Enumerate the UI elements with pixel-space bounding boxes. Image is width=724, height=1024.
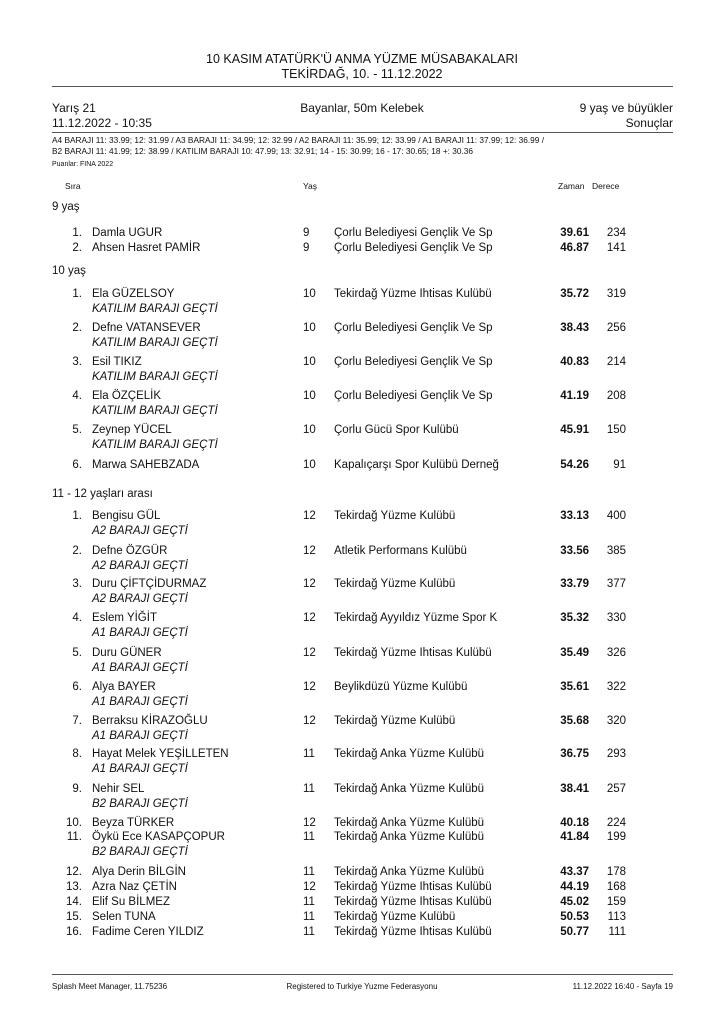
result-rank: 13. [66, 881, 82, 893]
swimmer-name: Hayat Melek YEŞİLLETEN [92, 748, 229, 760]
swimmer-name: Esil TIKIZ [92, 356, 142, 368]
result-row [0, 831, 724, 845]
swimmer-age: 12 [303, 545, 316, 557]
result-points: 326 [606, 647, 626, 659]
result-time: 46.87 [560, 242, 589, 254]
result-points: 293 [606, 748, 626, 760]
club-name: Tekirdağ Yüzme Kulübü [334, 578, 456, 590]
result-time: 33.79 [560, 578, 589, 590]
column-header-rank: Sıra [65, 181, 81, 191]
club-name: Tekirdağ Ayyıldız Yüzme Spor K [334, 612, 498, 624]
result-rank: 3. [72, 578, 82, 590]
result-points: 385 [606, 545, 626, 557]
club-name: Çorlu Belediyesi Gençlik Ve Sp [334, 322, 493, 334]
result-points: 400 [606, 510, 626, 522]
result-row [0, 783, 724, 797]
result-points: 224 [606, 817, 626, 829]
result-row [0, 322, 724, 336]
meet-title: 10 KASIM ATATÜRK'Ü ANMA YÜZME MÜSABAKALARI [206, 52, 518, 66]
qualification-note: KATILIM BARAJI GEÇTİ [92, 439, 218, 451]
swimmer-name: Alya BAYER [92, 681, 156, 693]
result-row [0, 424, 724, 438]
result-points: 214 [606, 356, 626, 368]
result-rank: 11. [66, 831, 82, 843]
club-name: Çorlu Belediyesi Gençlik Ve Sp [334, 227, 493, 239]
swimmer-age: 11 [303, 896, 315, 908]
swimmer-name: Eslem YİĞİT [92, 612, 157, 624]
swimmer-age: 12 [303, 881, 316, 893]
result-points: 199 [606, 831, 626, 843]
result-rank: 6. [72, 459, 82, 471]
result-rank: 3. [72, 356, 82, 368]
result-row [0, 748, 724, 762]
result-row [0, 926, 724, 940]
result-time: 45.02 [560, 896, 589, 908]
footer-software: Splash Meet Manager, 11.75236 [52, 982, 168, 991]
qualification-note: A1 BARAJI GEÇTİ [92, 730, 188, 742]
result-rank: 2. [72, 322, 82, 334]
qualification-note: A1 BARAJI GEÇTİ [92, 627, 188, 639]
swimmer-age: 10 [303, 288, 316, 300]
result-row [0, 545, 724, 559]
swimmer-name: Beyza TÜRKER [92, 817, 175, 829]
club-name: Tekirdağ Anka Yüzme Kulübü [334, 783, 485, 795]
column-header-age: Yaş [303, 181, 318, 191]
result-rank: 12. [66, 866, 82, 878]
result-rank: 10. [66, 817, 82, 829]
result-row [0, 612, 724, 626]
swimmer-name: Bengisu GÜL [92, 510, 161, 522]
result-row [0, 288, 724, 302]
swimmer-age: 12 [303, 681, 316, 693]
result-time: 50.77 [560, 926, 589, 938]
result-time: 40.18 [560, 817, 589, 829]
result-points: 168 [606, 881, 626, 893]
qualification-note: A2 BARAJI GEÇTİ [92, 593, 188, 605]
club-name: Tekirdağ Yüzme Kulübü [334, 510, 456, 522]
swimmer-name: Ela GÜZELSOY [92, 288, 175, 300]
result-points: 330 [606, 612, 626, 624]
event-divider [52, 132, 673, 133]
result-time: 40.83 [560, 356, 589, 368]
swimmer-age: 10 [303, 390, 316, 402]
swimmer-name: Nehir SEL [92, 783, 145, 795]
swimmer-age: 12 [303, 817, 316, 829]
result-points: 322 [606, 681, 626, 693]
result-points: 234 [606, 227, 626, 239]
swimmer-name: Ela ÖZÇELİK [92, 390, 162, 402]
result-time: 33.56 [560, 545, 589, 557]
result-time: 35.32 [560, 612, 589, 624]
result-rank: 4. [72, 390, 82, 402]
result-time: 41.84 [560, 831, 589, 843]
result-points: 377 [606, 578, 626, 590]
swimmer-name: Defne VATANSEVER [92, 322, 201, 334]
qualification-note: KATILIM BARAJI GEÇTİ [92, 371, 218, 383]
qualification-note: B2 BARAJI GEÇTİ [92, 798, 188, 810]
result-time: 35.49 [560, 647, 589, 659]
event-status: Sonuçlar [625, 116, 673, 130]
club-name: Tekirdağ Yüzme Ihtisas Kulübü [334, 881, 492, 893]
footer-divider [52, 974, 673, 975]
club-name: Tekirdağ Yüzme Ihtisas Kulübü [334, 288, 492, 300]
swimmer-name: Damla UGUR [92, 227, 163, 239]
age-group-label: 11 - 12 yaşları arası [52, 488, 153, 500]
swimmer-age: 10 [303, 424, 316, 436]
result-rank: 15. [66, 911, 82, 923]
result-rank: 6. [72, 681, 82, 693]
result-points: 320 [606, 715, 626, 727]
club-name: Tekirdağ Yüzme Ihtisas Kulübü [334, 647, 492, 659]
result-rank: 1. [72, 227, 82, 239]
result-time: 50.53 [560, 911, 589, 923]
swimmer-name: Selen TUNA [92, 911, 156, 923]
swimmer-name: Fadime Ceren YILDIZ [92, 926, 204, 938]
result-row [0, 715, 724, 729]
result-row [0, 227, 724, 241]
result-points: 319 [606, 288, 626, 300]
result-points: 178 [606, 866, 626, 878]
result-rank: 4. [72, 612, 82, 624]
swimmer-name: Defne ÖZGÜR [92, 545, 168, 557]
swimmer-name: Öykü Ece KASAPÇOPUR [92, 831, 225, 843]
qualification-note: KATILIM BARAJI GEÇTİ [92, 405, 218, 417]
result-points: 150 [606, 424, 626, 436]
result-row [0, 242, 724, 256]
swimmer-age: 12 [303, 578, 316, 590]
club-name: Tekirdağ Anka Yüzme Kulübü [334, 817, 485, 829]
result-points: 113 [607, 911, 626, 923]
club-name: Atletik Performans Kulübü [334, 545, 467, 557]
swimmer-age: 10 [303, 322, 316, 334]
qualification-note: A1 BARAJI GEÇTİ [92, 662, 188, 674]
column-header-points: Derece [592, 181, 620, 191]
qualification-note: B2 BARAJI GEÇTİ [92, 846, 188, 858]
swimmer-age: 11 [303, 911, 315, 923]
qualification-note: KATILIM BARAJI GEÇTİ [92, 337, 218, 349]
result-time: 43.37 [560, 866, 589, 878]
result-rank: 2. [72, 242, 82, 254]
result-points: 141 [606, 242, 626, 254]
swimmer-age: 12 [303, 647, 316, 659]
qualifying-standards-line-2: B2 BARAJI 11: 41.99; 12: 38.99 / KATILIM BARAJI 10: 47.99; 13: 32.91; 14 - 15: 30.99; 16 - 17: 30.65; 18 +: 30.36 [52, 145, 474, 156]
result-row [0, 356, 724, 370]
result-row [0, 881, 724, 895]
swimmer-age: 11 [303, 748, 315, 760]
club-name: Beylikdüzü Yüzme Kulübü [334, 681, 468, 693]
result-row [0, 866, 724, 880]
result-points: 159 [606, 896, 626, 908]
club-name: Tekirdağ Yüzme Kulübü [334, 715, 456, 727]
result-rank: 14. [66, 896, 82, 908]
club-name: Tekirdağ Anka Yüzme Kulübü [334, 831, 485, 843]
swimmer-age: 11 [303, 866, 315, 878]
club-name: Çorlu Belediyesi Gençlik Ve Sp [334, 356, 493, 368]
swimmer-name: Duru ÇİFTÇİDURMAZ [92, 578, 207, 590]
result-points: 257 [606, 783, 626, 795]
swimmer-name: Marwa SAHEBZADA [92, 459, 200, 471]
result-time: 35.61 [560, 681, 589, 693]
swimmer-name: Berraksu KİRAZOĞLU [92, 715, 208, 727]
result-rank: 7. [72, 715, 82, 727]
swimmer-name: Ahsen Hasret PAMİR [92, 242, 201, 254]
result-rank: 1. [72, 288, 82, 300]
swimmer-age: 11 [303, 926, 315, 938]
result-points: 111 [608, 926, 626, 938]
qualification-note: A1 BARAJI GEÇTİ [92, 696, 188, 708]
age-group-label: 9 yaş [52, 201, 80, 213]
result-rank: 2. [72, 545, 82, 557]
result-time: 44.19 [560, 881, 589, 893]
swimmer-age: 9 [303, 227, 310, 239]
result-time: 33.13 [560, 510, 589, 522]
club-name: Tekirdağ Yüzme Ihtisas Kulübü [334, 896, 492, 908]
swimmer-name: Duru GÜNER [92, 647, 162, 659]
result-row [0, 510, 724, 524]
event-datetime: 11.12.2022 - 10:35 [52, 116, 152, 130]
result-rank: 16. [66, 926, 82, 938]
qualification-note: A2 BARAJI GEÇTİ [92, 560, 188, 572]
result-row [0, 911, 724, 925]
swimmer-age: 10 [303, 356, 316, 368]
result-row [0, 647, 724, 661]
swimmer-name: Alya Derin BİLGİN [92, 866, 186, 878]
result-points: 91 [613, 459, 626, 471]
swimmer-name: Elif Su BİLMEZ [92, 896, 170, 908]
age-group-label: 10 yaş [52, 265, 86, 277]
swimmer-name: Zeynep YÜCEL [92, 424, 172, 436]
result-time: 35.72 [560, 288, 589, 300]
result-row [0, 459, 724, 473]
result-time: 39.61 [560, 227, 589, 239]
result-row [0, 681, 724, 695]
club-name: Tekirdağ Yüzme Ihtisas Kulübü [334, 926, 492, 938]
club-name: Çorlu Gücü Spor Kulübü [334, 424, 459, 436]
qualification-note: A1 BARAJI GEÇTİ [92, 763, 188, 775]
result-row [0, 578, 724, 592]
result-points: 256 [606, 322, 626, 334]
result-row [0, 896, 724, 910]
swimmer-age: 12 [303, 715, 316, 727]
result-time: 41.19 [560, 390, 589, 402]
footer-page-info: 11.12.2022 16:40 - Sayfa 19 [572, 982, 673, 991]
swimmer-age: 11 [303, 831, 315, 843]
result-time: 38.43 [560, 322, 589, 334]
event-number: Yarış 21 [52, 101, 96, 115]
result-time: 35.68 [560, 715, 589, 727]
meet-location-date: TEKİRDAĞ, 10. - 11.12.2022 [281, 67, 443, 81]
qualification-note: A2 BARAJI GEÇTİ [92, 525, 188, 537]
club-name: Çorlu Belediyesi Gençlik Ve Sp [334, 242, 493, 254]
header-divider [52, 86, 673, 87]
result-time: 54.26 [560, 459, 589, 471]
result-rank: 1. [72, 510, 82, 522]
result-rank: 5. [72, 424, 82, 436]
result-rank: 5. [72, 647, 82, 659]
swimmer-age: 12 [303, 612, 316, 624]
result-time: 38.41 [560, 783, 589, 795]
qualifying-standards [52, 135, 674, 156]
event-category: 9 yaş ve büyükler [579, 101, 673, 115]
result-rank: 9. [72, 783, 82, 795]
points-system: Puanlar: FINA 2022 [52, 161, 114, 168]
footer-registration: Registered to Turkiye Yuzme Federasyonu [286, 982, 438, 991]
swimmer-age: 12 [303, 510, 316, 522]
result-points: 208 [606, 390, 626, 402]
club-name: Çorlu Belediyesi Gençlik Ve Sp [334, 390, 493, 402]
result-row [0, 817, 724, 831]
club-name: Tekirdağ Yüzme Kulübü [334, 911, 456, 923]
swimmer-age: 11 [303, 783, 315, 795]
qualification-note: KATILIM BARAJI GEÇTİ [92, 303, 218, 315]
swimmer-age: 9 [303, 242, 310, 254]
swimmer-age: 10 [303, 459, 316, 471]
swimmer-name: Azra Naz ÇETİN [92, 881, 177, 893]
club-name: Tekirdağ Anka Yüzme Kulübü [334, 748, 485, 760]
column-header-time: Zaman [558, 181, 585, 191]
club-name: Kapalıçarşı Spor Kulübü Derneğ [334, 459, 499, 471]
event-name: Bayanlar, 50m Kelebek [300, 101, 424, 115]
club-name: Tekirdağ Anka Yüzme Kulübü [334, 866, 485, 878]
result-rank: 8. [72, 748, 82, 760]
result-time: 45.91 [560, 424, 589, 436]
result-row [0, 390, 724, 404]
qualifying-standards-line-1: A4 BARAJI 11: 33.99; 12: 31.99 / A3 BARAJI 11: 34.99; 12: 32.99 / A2 BARAJI 11: 35.99; 12: 33.99 / A1 BARAJI 11: 37.99; 12: 36.99 / [52, 135, 544, 145]
result-time: 36.75 [560, 748, 589, 760]
